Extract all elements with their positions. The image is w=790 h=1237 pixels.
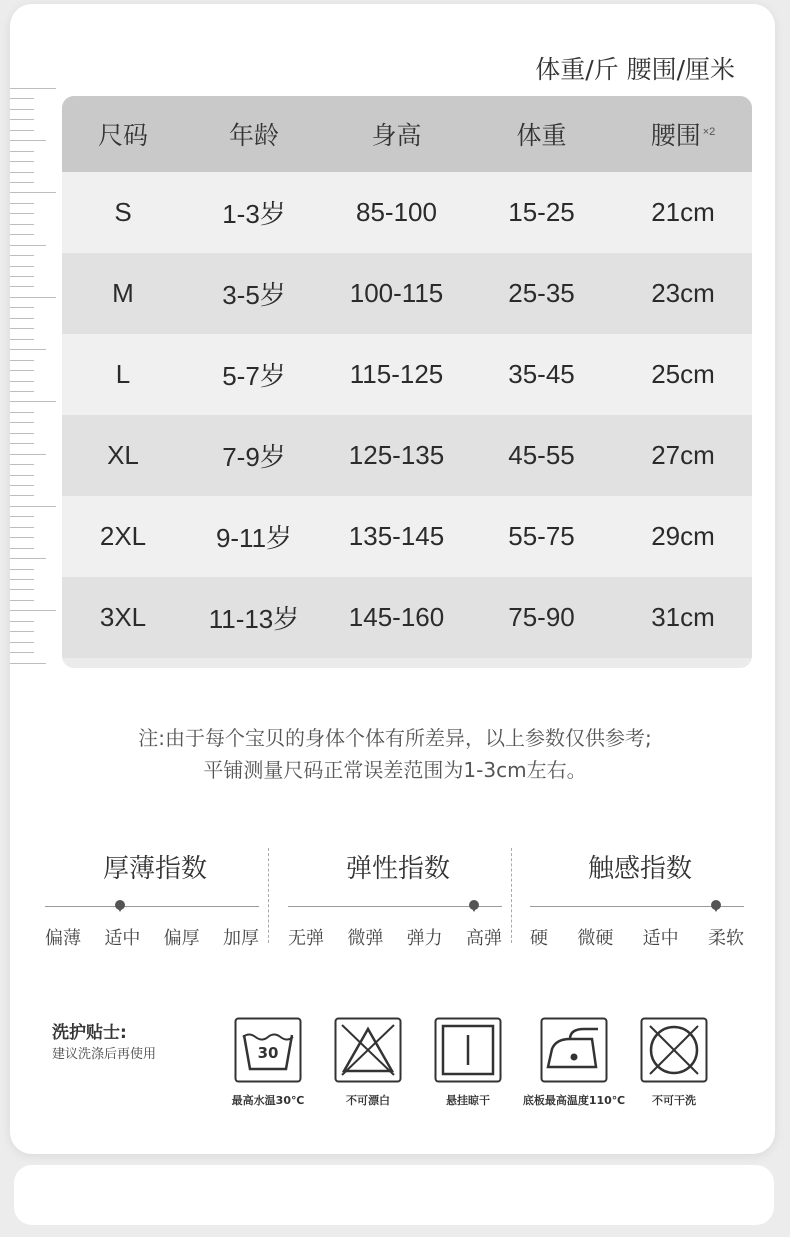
ruler-tick bbox=[10, 360, 34, 361]
cell-size: 2XL bbox=[99, 521, 147, 551]
cell-weight: 25-35 bbox=[508, 278, 575, 308]
no-dry-clean-label: 不可干洗 bbox=[652, 1094, 696, 1107]
ruler-tick bbox=[10, 621, 34, 622]
ruler-tick bbox=[10, 88, 56, 89]
thickness-label: 加厚 bbox=[222, 928, 259, 949]
ruler-tick bbox=[10, 652, 34, 653]
no-bleach-label: 不可漂白 bbox=[346, 1094, 390, 1107]
ruler-tick bbox=[10, 192, 56, 193]
header-waist bbox=[614, 116, 752, 152]
cell-height: 125-135 bbox=[348, 440, 445, 470]
wash-30-label: 最高水温30℃ bbox=[231, 1094, 305, 1107]
thickness-index-title: 厚薄指数 bbox=[102, 854, 207, 884]
ruler-tick bbox=[10, 339, 34, 340]
index-divider bbox=[511, 848, 512, 943]
ruler-decoration bbox=[10, 88, 58, 673]
thickness-index bbox=[45, 848, 265, 949]
elasticity-label: 微弹 bbox=[347, 928, 384, 949]
cell-size: 3XL bbox=[99, 602, 147, 632]
ruler-tick bbox=[10, 349, 46, 350]
cell-size: XL bbox=[107, 440, 139, 470]
ruler-tick bbox=[10, 318, 34, 319]
ruler-tick bbox=[10, 485, 34, 486]
ruler-tick bbox=[10, 422, 34, 423]
cell-waist: 21cm bbox=[651, 197, 715, 227]
ruler-tick bbox=[10, 589, 34, 590]
ruler-tick bbox=[10, 140, 46, 141]
cell-waist: 27cm bbox=[651, 440, 715, 470]
no-bleach-icon bbox=[334, 1017, 402, 1083]
care-tips-title: 洗护贴士: bbox=[52, 1023, 127, 1043]
note-line-1: 注:由于每个宝贝的身体个体有所差异，以上参数仅供参考; bbox=[138, 726, 652, 750]
cell-height: 145-160 bbox=[348, 602, 445, 632]
cell-weight: 15-25 bbox=[508, 197, 575, 227]
ruler-tick bbox=[10, 579, 34, 580]
wash-temp-text: 30 bbox=[257, 1044, 279, 1062]
ruler-tick bbox=[10, 255, 34, 256]
table-row bbox=[62, 172, 752, 253]
ruler-tick bbox=[10, 569, 34, 570]
ruler-tick bbox=[10, 297, 56, 298]
cell-waist: 31cm bbox=[651, 602, 715, 632]
ruler-tick bbox=[10, 558, 46, 559]
header-waist-label: 腰围 bbox=[650, 122, 701, 150]
ruler-tick bbox=[10, 537, 34, 538]
ruler-tick bbox=[10, 631, 34, 632]
cell-height: 100-115 bbox=[349, 278, 444, 308]
ruler-tick bbox=[10, 495, 34, 496]
ruler-tick bbox=[10, 245, 46, 246]
softness-label: 柔软 bbox=[707, 928, 744, 949]
ruler-tick bbox=[10, 109, 34, 110]
ruler-tick bbox=[10, 610, 56, 611]
bottom-card bbox=[14, 1165, 774, 1225]
ruler-tick bbox=[10, 203, 34, 204]
cell-age: 3-5岁 bbox=[222, 280, 286, 310]
disclaimer-note bbox=[0, 722, 790, 786]
table-row bbox=[62, 334, 752, 415]
ruler-tick bbox=[10, 391, 34, 392]
cell-waist: 25cm bbox=[651, 359, 715, 389]
ruler-tick bbox=[10, 506, 56, 507]
cell-age: 1-3岁 bbox=[222, 199, 286, 229]
elasticity-index-title: 弹性指数 bbox=[345, 854, 450, 884]
header-age: 年龄 bbox=[228, 122, 279, 150]
softness-index bbox=[530, 848, 750, 949]
table-row bbox=[62, 253, 752, 334]
header-height: 身高 bbox=[371, 122, 422, 150]
cell-weight: 55-75 bbox=[508, 521, 575, 551]
table-row bbox=[62, 415, 752, 496]
note-line-2: 平铺测量尺码正常误差范围为1-3cm左右。 bbox=[203, 758, 587, 782]
cell-age: 7-9岁 bbox=[222, 442, 286, 472]
iron-label: 底板最高温度110℃ bbox=[522, 1094, 626, 1107]
header-size: 尺码 bbox=[97, 122, 148, 150]
ruler-tick bbox=[10, 266, 34, 267]
ruler-tick bbox=[10, 328, 34, 329]
index-divider bbox=[268, 848, 269, 943]
cell-weight: 35-45 bbox=[508, 359, 575, 389]
cell-weight: 45-55 bbox=[508, 440, 575, 470]
cell-size: L bbox=[115, 359, 131, 389]
table-row bbox=[62, 577, 752, 658]
size-table bbox=[62, 96, 752, 668]
ruler-tick bbox=[10, 527, 34, 528]
no-dry-clean-icon bbox=[640, 1017, 708, 1083]
softness-index-title: 触感指数 bbox=[587, 854, 692, 884]
ruler-tick bbox=[10, 548, 34, 549]
ruler-tick bbox=[10, 119, 34, 120]
cell-height: 135-145 bbox=[348, 521, 445, 551]
ruler-tick bbox=[10, 98, 34, 99]
elasticity-label: 弹力 bbox=[406, 928, 443, 949]
ruler-tick bbox=[10, 224, 34, 225]
wash-30-icon bbox=[234, 1017, 302, 1083]
elasticity-label: 无弹 bbox=[288, 928, 324, 949]
unit-note: 体重/斤 腰围/厘米 bbox=[535, 55, 735, 84]
ruler-tick bbox=[10, 464, 34, 465]
hang-dry-icon bbox=[434, 1017, 502, 1083]
ruler-tick bbox=[10, 412, 34, 413]
thickness-labels bbox=[45, 924, 259, 950]
ruler-tick bbox=[10, 151, 34, 152]
header-weight: 体重 bbox=[516, 122, 567, 150]
ruler-tick bbox=[10, 401, 56, 402]
ruler-tick bbox=[10, 307, 34, 308]
elasticity-label: 高弹 bbox=[465, 928, 502, 949]
ruler-tick bbox=[10, 182, 34, 183]
ruler-tick bbox=[10, 443, 34, 444]
ruler-tick bbox=[10, 130, 34, 131]
thickness-label: 适中 bbox=[104, 928, 141, 949]
table-row bbox=[62, 496, 752, 577]
thickness-track bbox=[45, 906, 259, 907]
cell-waist: 29cm bbox=[651, 521, 715, 551]
thickness-marker bbox=[115, 900, 125, 912]
softness-label: 微硬 bbox=[577, 928, 614, 949]
ruler-tick bbox=[10, 286, 34, 287]
softness-marker bbox=[711, 900, 721, 912]
ruler-tick bbox=[10, 172, 34, 173]
cell-age: 5-7岁 bbox=[222, 361, 286, 391]
cell-height: 85-100 bbox=[356, 197, 437, 227]
ruler-tick bbox=[10, 276, 34, 277]
ruler-tick bbox=[10, 642, 34, 643]
ruler-tick bbox=[10, 213, 34, 214]
ruler-tick bbox=[10, 381, 34, 382]
elasticity-labels bbox=[288, 924, 502, 950]
cell-weight: 75-90 bbox=[508, 602, 575, 632]
ruler-tick bbox=[10, 161, 34, 162]
cell-height: 115-125 bbox=[349, 359, 444, 389]
hang-dry-label: 悬挂晾干 bbox=[446, 1094, 490, 1107]
cell-size: M bbox=[112, 278, 134, 308]
cell-size: S bbox=[114, 197, 132, 227]
softness-label: 适中 bbox=[642, 928, 679, 949]
thickness-label: 偏厚 bbox=[163, 928, 200, 949]
ruler-tick bbox=[10, 433, 34, 434]
elasticity-index bbox=[288, 848, 508, 949]
ruler-tick bbox=[10, 475, 34, 476]
waist-multiplier: ×2 bbox=[702, 125, 716, 138]
ruler-tick bbox=[10, 663, 46, 664]
elasticity-marker bbox=[469, 900, 479, 912]
cell-age: 9-11岁 bbox=[215, 523, 293, 553]
care-tips-subtitle: 建议洗涤后再使用 bbox=[52, 1047, 157, 1062]
ruler-tick bbox=[10, 454, 46, 455]
ruler-tick bbox=[10, 370, 34, 371]
cell-age: 11-13岁 bbox=[208, 604, 300, 634]
table-header-row bbox=[62, 96, 752, 172]
thickness-label: 偏薄 bbox=[45, 928, 81, 949]
softness-labels bbox=[530, 924, 744, 950]
ruler-tick bbox=[10, 600, 34, 601]
cell-waist: 23cm bbox=[651, 278, 715, 308]
ruler-tick bbox=[10, 234, 34, 235]
iron-icon bbox=[540, 1017, 608, 1083]
ruler-tick bbox=[10, 516, 34, 517]
softness-label: 硬 bbox=[530, 928, 548, 949]
